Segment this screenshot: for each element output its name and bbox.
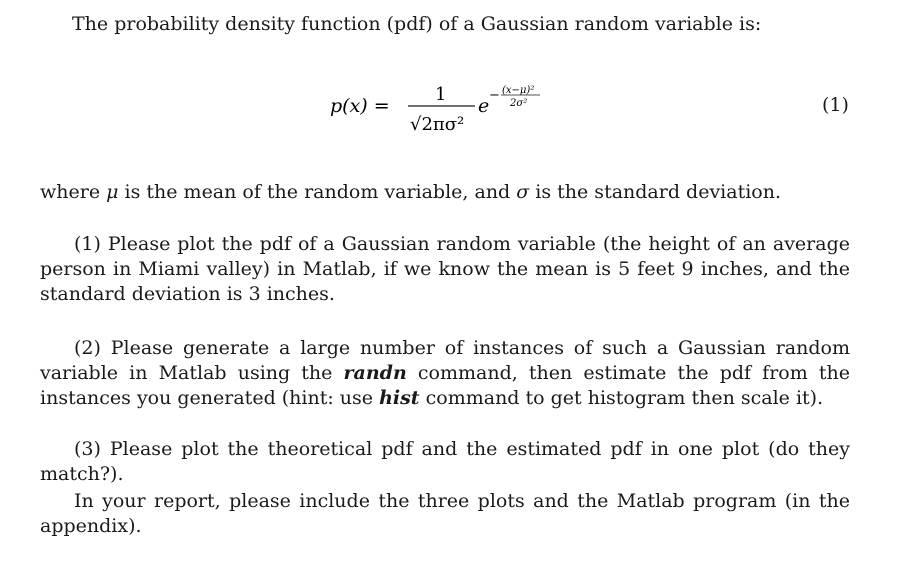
- equation-exponent-numerator: (x−μ)²: [502, 85, 535, 96]
- item-2-text: [40, 336, 850, 411]
- hist-command: hist: [379, 387, 420, 409]
- where-text: [40, 180, 850, 205]
- where-text-part: is the standard deviation.: [529, 181, 782, 203]
- equation-numerator: 1: [435, 84, 447, 105]
- equation-graphic: [330, 82, 570, 142]
- where-text-part: where: [40, 181, 107, 203]
- item-2-part: (2) Please generate a large number of instances of such a Gaussian random variable in Matlab using the: [40, 337, 850, 384]
- item-2-part: command, then estimate the pdf from the instances you generated (hint: use: [40, 362, 850, 409]
- equation-denominator: √2πσ²: [410, 114, 465, 135]
- randn-command: randn: [343, 362, 407, 384]
- intro-text: The probability density function (pdf) of a Gaussian random variable is:: [72, 13, 762, 35]
- report-text: In your report, please include the three plots and the Matlab program (in the appendix).: [40, 490, 850, 537]
- item-1-text: (1) Please plot the pdf of a Gaussian random variable (the height of an average person in Miami valley) in Matlab, if we know the mean is 5 feet 9 inches, and the standard deviation is 3 inches.: [40, 233, 850, 305]
- equation-base: e: [478, 95, 490, 117]
- sigma-symbol: σ: [516, 181, 530, 203]
- item-2-part: command to get histogram then scale it).: [419, 387, 824, 409]
- equation-exponent-sign: −: [489, 88, 500, 103]
- gaussian-pdf-equation: [0, 82, 912, 142]
- where-text-part: is the mean of the random variable, and: [118, 181, 517, 203]
- equation-number: (1): [822, 94, 849, 116]
- equation-exponent-denominator: 2σ²: [510, 98, 528, 109]
- item-3-text: (3) Please plot the theoretical pdf and the estimated pdf in one plot (do they match?).: [40, 438, 850, 485]
- mu-symbol: μ: [106, 181, 119, 203]
- equation-lhs: p(x) =: [330, 95, 390, 117]
